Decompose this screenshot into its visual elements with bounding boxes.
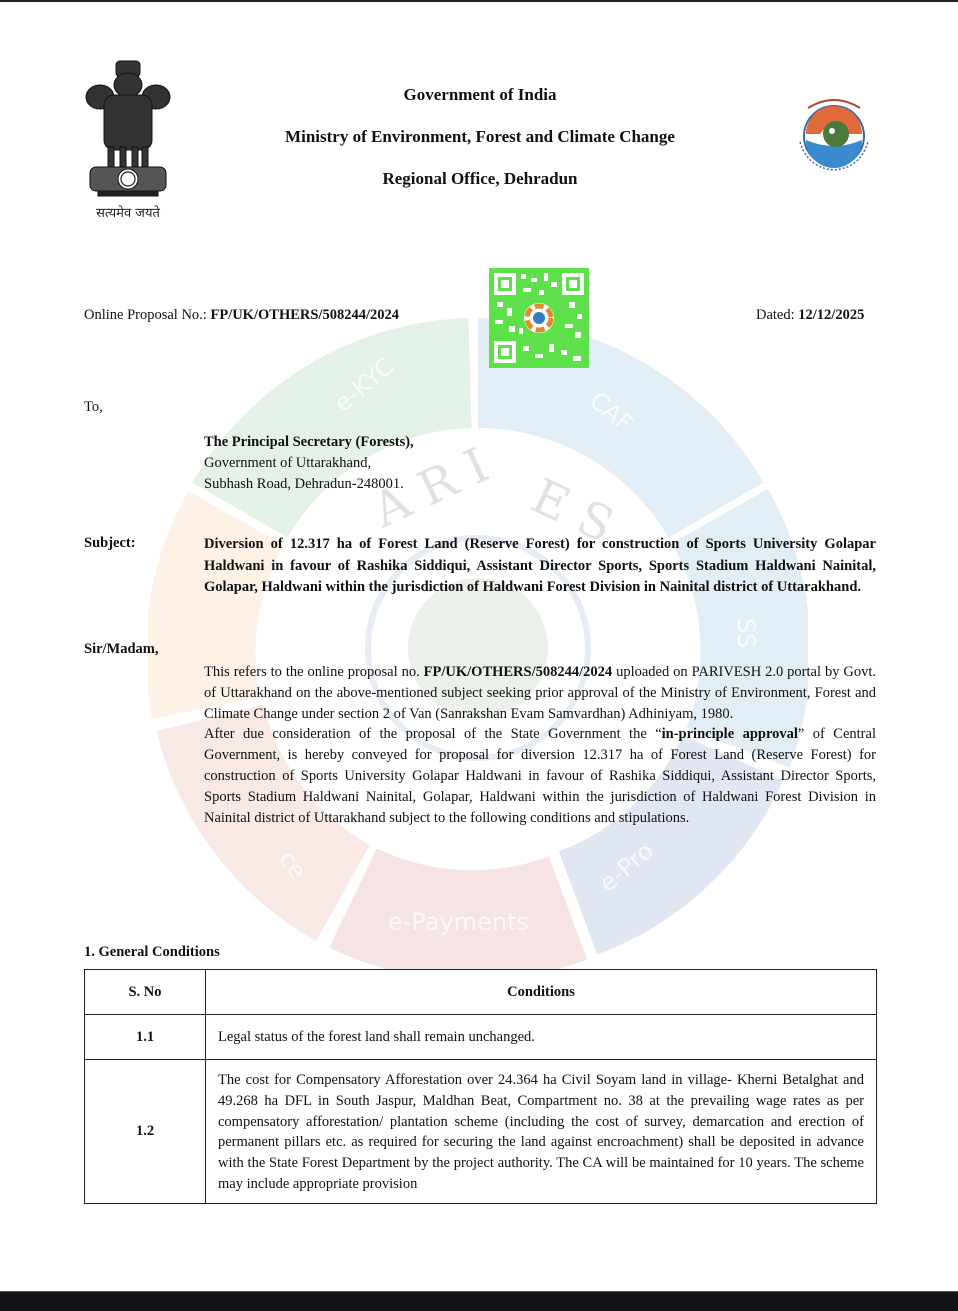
- emblem-motto: सत्यमेव जयते: [96, 206, 160, 221]
- para1-text-b: uploaded on PARIVESH 2.0 portal by Govt. of Uttarakhand on the above-mentioned subject seeking prior approval of the Ministry of Environment, Forest and Climate Change under section 2 of Van (Sanrakshan Evam Samvardhan) Adhiniyam, 1980.: [204, 664, 877, 722]
- national-emblem-icon: [78, 55, 178, 200]
- para2-text-a: After due consideration of the proposal of the State Government the “: [204, 726, 662, 743]
- bottom-bar: [0, 1291, 958, 1311]
- date-line: [756, 307, 864, 324]
- svg-text:CAF: CAF: [584, 386, 639, 438]
- moefcc-logo-icon: [788, 86, 880, 178]
- para2-approval: in-principle approval: [661, 726, 798, 743]
- para2-text-b: ” of Central Government, is hereby conveyed for proposal for diversion 12.317 ha of Forest Land (Reserve Forest) for construction of Sports University Golapar Haldwani in favour of Rashika Siddiqui, Assistant Director Sports, Sports Stadium Haldwani Nainital, Golapar, Haldwani within the jurisdiction of Haldwani Forest Division in Nainital district of Uttarakhand subject to the following conditions and stipulations.: [204, 726, 876, 826]
- svg-text:A R I: A R I: [364, 437, 498, 539]
- moefcc-logo: [788, 86, 880, 178]
- addressee-org: Government of Uttarakhand,: [204, 455, 372, 471]
- body-paragraph-1: [204, 662, 876, 724]
- svg-text:e-KYC: e-KYC: [328, 352, 400, 418]
- office-title: Regional Office, Dehradun: [382, 169, 578, 188]
- qr-code-icon: [489, 268, 589, 368]
- conditions-table: [84, 969, 877, 1204]
- proposal-label: Online Proposal No.:: [84, 307, 211, 323]
- row-condition: Legal status of the forest land shall remain unchanged.: [206, 1015, 877, 1060]
- letter-body: [204, 662, 876, 828]
- national-emblem: [78, 55, 178, 225]
- body-paragraph-2: [204, 724, 876, 828]
- row-sno: 1.1: [85, 1015, 206, 1060]
- parivesh-watermark: [148, 318, 808, 978]
- top-edge: [0, 0, 958, 2]
- addressee-address: Subhash Road, Dehradun-248001.: [204, 476, 404, 492]
- government-title: Government of India: [403, 85, 557, 104]
- dated-value: 12/12/2025: [798, 307, 865, 323]
- table-row: [85, 1015, 877, 1060]
- general-conditions-title: 1. General Conditions: [84, 944, 220, 960]
- ministry-title: Ministry of Environment, Forest and Climate Change: [285, 127, 675, 146]
- proposal-number: FP/UK/OTHERS/508244/2024: [210, 307, 399, 323]
- para1-proposal-number: FP/UK/OTHERS/508244/2024: [423, 664, 613, 680]
- row-sno: 1.2: [85, 1060, 206, 1204]
- svg-text:ce: ce: [273, 845, 313, 885]
- svg-text:e-Pro: e-Pro: [593, 836, 659, 898]
- salutation: Sir/Madam,: [84, 641, 159, 657]
- qr-code[interactable]: [489, 268, 589, 368]
- subject-text: Diversion of 12.317 ha of Forest Land (Reserve Forest) for construction of Sports University Golapar Haldwani in favour of Rashika Siddiqui, Assistant Director Sports, Sports Stadium Haldwani Nainital, Golapar, Haldwani within the jurisdiction of Haldwani Forest Division in Nainital district of Uttarakhand.: [204, 536, 876, 595]
- dated-label: Dated:: [756, 307, 799, 323]
- column-header-conditions: Conditions: [206, 970, 877, 1015]
- letterhead: [240, 84, 720, 210]
- addressee-block: [204, 432, 414, 495]
- svg-text:E S: E S: [522, 468, 622, 555]
- table-header-row: [85, 970, 877, 1015]
- proposal-number-line: [84, 307, 399, 324]
- svg-text:e-Payments: e-Payments: [388, 908, 529, 936]
- table-row: [85, 1060, 877, 1204]
- row-condition: The cost for Compensatory Afforestation over 24.364 ha Civil Soyam land in village- Kherni Betalghat and 49.268 ha DFL in South Jaspur, Maldhan Beat, Compartment no. 38 at the prevailing wage rates as per compensatory afforestation/ plantation scheme (including the cost of survey, demarcation and erection of permanent pillars etc. as required for securing the land against encroachment) shall be deposited in advance with the State Forest Department by the project authority. The CA will be maintained for 10 years. The scheme may include appropriate provision: [206, 1060, 877, 1204]
- svg-text:SS: SS: [732, 618, 760, 649]
- para1-text-a: This refers to the online proposal no.: [204, 664, 424, 680]
- addressee-title: The Principal Secretary (Forests),: [204, 434, 414, 450]
- column-header-sno: S. No: [85, 970, 206, 1015]
- subject-label: Subject:: [84, 535, 136, 551]
- to-label: To,: [84, 399, 103, 415]
